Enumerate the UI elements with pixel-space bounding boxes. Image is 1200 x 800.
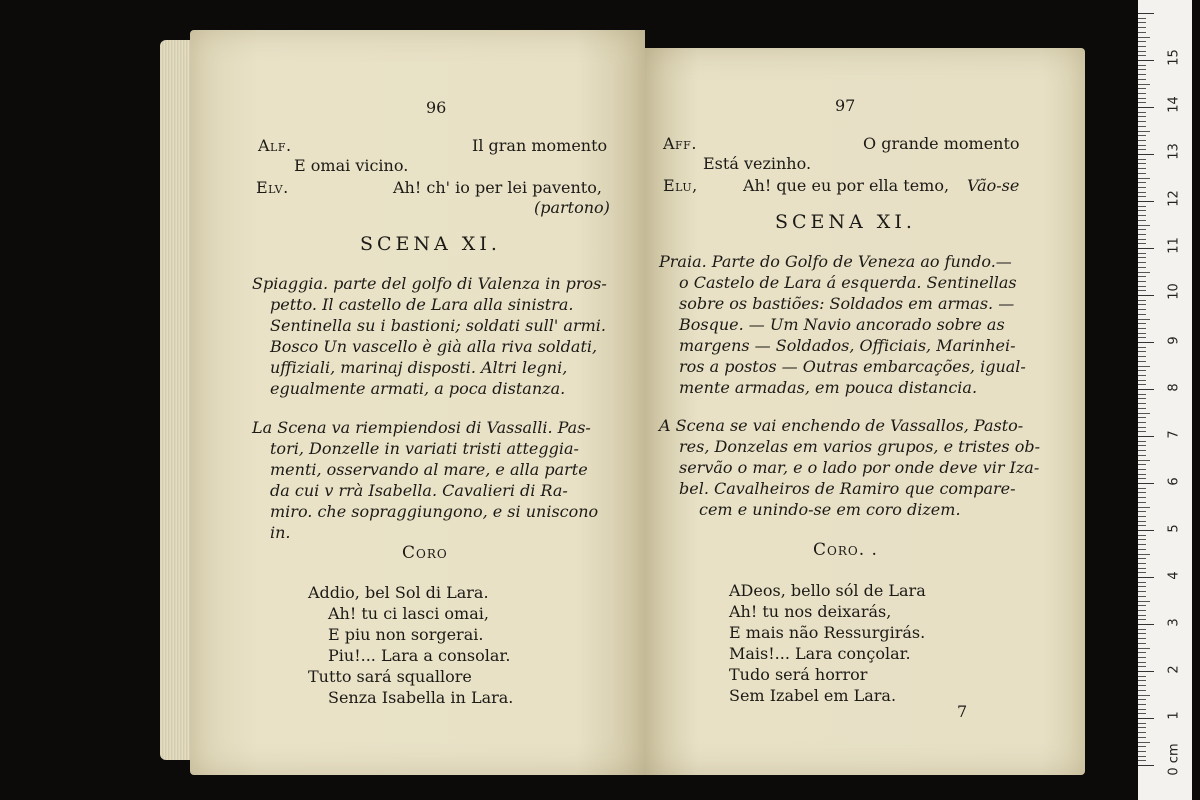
dialogue-line: O grande momento [863, 134, 1020, 153]
ruler-tick [1138, 643, 1146, 644]
ruler-tick [1138, 88, 1146, 89]
ruler-tick [1138, 727, 1146, 728]
ruler-tick [1138, 121, 1146, 122]
ruler-tick [1138, 243, 1146, 244]
ruler-tick [1138, 342, 1154, 343]
verse-line: Tudo será horror [729, 665, 868, 684]
verse-line: Piu!... Lara a consolar. [328, 646, 511, 665]
ruler-tick [1138, 389, 1154, 390]
ruler-tick [1138, 709, 1146, 710]
ruler-tick [1138, 361, 1146, 362]
ruler-tick [1138, 483, 1154, 484]
ruler-tick [1138, 445, 1146, 446]
ruler-tick [1138, 225, 1150, 226]
ruler-tick [1138, 601, 1150, 602]
ruler-tick [1138, 488, 1146, 489]
ruler-tick [1138, 272, 1150, 273]
ruler-tick [1138, 351, 1146, 352]
ruler-tick [1138, 629, 1146, 630]
ruler-tick [1138, 319, 1150, 320]
verse-line: Addio, bel Sol di Lara. [308, 583, 489, 602]
ruler-tick [1138, 229, 1146, 230]
ruler-tick [1138, 436, 1154, 437]
ruler-tick [1138, 732, 1146, 733]
verse-line: Tutto sará squallore [308, 667, 472, 686]
ruler-tick [1138, 398, 1146, 399]
ruler-tick [1138, 192, 1146, 193]
ruler-tick [1138, 380, 1146, 381]
ruler-tick [1138, 718, 1154, 719]
ruler-tick [1138, 638, 1146, 639]
ruler-tick [1138, 276, 1146, 277]
page-number: 97 [835, 96, 856, 115]
ruler-tick [1138, 107, 1154, 108]
ruler-number: 11 [1166, 237, 1182, 254]
ruler-tick [1138, 262, 1146, 263]
ruler-tick [1138, 615, 1146, 616]
stage-direction-line: da cui v rrà Isabella. Cavalieri di Ra- [270, 481, 568, 500]
ruler-tick [1138, 760, 1146, 761]
stage-direction-line: miro. che sopraggiungono, e si uniscono [270, 502, 599, 521]
ruler-tick [1138, 460, 1150, 461]
ruler-number: 9 [1166, 336, 1182, 345]
ruler-tick [1138, 112, 1146, 113]
ruler-tick [1138, 413, 1150, 414]
stage-direction-line: sobre os bastiões: Soldados em armas. — [679, 294, 1015, 313]
ruler-tick [1138, 492, 1146, 493]
stage-direction-line: menti, osservando al mare, e alla parte [270, 460, 588, 479]
dialogue-line: Ah! que eu por ella temo, [743, 176, 950, 195]
stage-direction-line: Praia. Parte do Golfo de Veneza ao fundo.— [659, 252, 1012, 271]
ruler-tick [1138, 356, 1146, 357]
ruler-tick [1138, 516, 1146, 517]
ruler-tick [1138, 568, 1146, 569]
dialogue-line: Il gran momento [472, 136, 608, 155]
ruler-tick [1138, 149, 1146, 150]
open-book [160, 30, 1085, 775]
left-page [190, 30, 645, 775]
ruler-tick [1138, 690, 1146, 691]
ruler-tick [1138, 765, 1154, 766]
stage-direction-line: ros a postos — Outras embarcações, igual- [679, 357, 1026, 376]
stage-direction-line: o Castelo de Lara á esquerda. Sentinellas [679, 273, 1017, 292]
ruler-tick [1138, 680, 1146, 681]
ruler-tick [1138, 41, 1146, 42]
ruler-tick [1138, 84, 1150, 85]
ruler-tick [1138, 685, 1146, 686]
ruler-tick [1138, 431, 1146, 432]
ruler-tick [1138, 464, 1146, 465]
ruler-tick [1138, 619, 1146, 620]
ruler-tick [1138, 648, 1150, 649]
ruler-tick [1138, 333, 1146, 334]
ruler-tick [1138, 507, 1150, 508]
verse-line: Senza Isabella in Lara. [328, 688, 514, 707]
dialogue-line: Ah! ch' io per lei pavento, [393, 178, 602, 197]
ruler-tick [1138, 116, 1146, 117]
stage-direction-line: res, Donzelas em varios grupos, e tristes ob- [679, 437, 1041, 456]
ruler-tick [1138, 215, 1146, 216]
ruler-tick [1138, 478, 1146, 479]
stage-direction-line: cem e unindo-se em coro dizem. [699, 500, 961, 519]
ruler-tick [1138, 22, 1146, 23]
ruler-number: 7 [1166, 430, 1182, 439]
ruler-tick [1138, 394, 1146, 395]
ruler-tick [1138, 497, 1146, 498]
ruler-tick [1138, 239, 1146, 240]
ruler-tick [1138, 577, 1154, 578]
ruler-tick [1138, 633, 1146, 634]
ruler-tick [1138, 196, 1146, 197]
ruler-tick [1138, 525, 1146, 526]
ruler-tick [1138, 474, 1146, 475]
scene-title: SCENA XI. [775, 211, 916, 233]
ruler-tick [1138, 65, 1146, 66]
scene-title: SCENA XI. [360, 233, 501, 255]
ruler-tick [1138, 469, 1146, 470]
verse-line: Ah! tu nos deixarás, [729, 602, 892, 621]
ruler-tick [1138, 18, 1146, 19]
signature-mark: 7 [957, 702, 968, 721]
speaker-label: Alf. [258, 136, 292, 155]
ruler-tick [1138, 427, 1146, 428]
ruler-tick [1138, 300, 1146, 301]
ruler-tick [1138, 563, 1146, 564]
stage-direction-line: Bosque. — Um Navio ancorado sobre as [679, 315, 1005, 334]
ruler-tick [1138, 662, 1146, 663]
ruler-tick [1138, 530, 1154, 531]
ruler-tick [1138, 441, 1146, 442]
ruler-tick [1138, 403, 1146, 404]
ruler-number: 1 [1166, 711, 1182, 720]
verse-line: ADeos, bello sól de Lara [729, 581, 926, 600]
ruler-number: 15 [1166, 49, 1182, 66]
ruler-number: 13 [1166, 143, 1182, 160]
ruler-tick [1138, 328, 1146, 329]
dialogue-line: Está vezinho. [703, 154, 812, 173]
speaker-label: Aff. [663, 134, 697, 153]
ruler-tick [1138, 206, 1146, 207]
ruler-tick [1138, 295, 1154, 296]
ruler-tick [1138, 126, 1146, 127]
ruler-tick [1138, 347, 1146, 348]
ruler-tick [1138, 37, 1150, 38]
ruler-tick [1138, 666, 1146, 667]
ruler-tick [1138, 79, 1146, 80]
ruler-tick [1138, 582, 1146, 583]
verse-line: Ah! tu ci lasci omai, [328, 604, 489, 623]
ruler-number: 12 [1166, 190, 1182, 207]
stage-direction-line: petto. Il castello de Lara alla sinistra. [270, 295, 574, 314]
ruler-tick [1138, 337, 1146, 338]
ruler-tick [1138, 323, 1146, 324]
ruler-tick [1138, 253, 1146, 254]
ruler-tick [1138, 210, 1146, 211]
ruler-tick [1138, 257, 1146, 258]
stage-direction-line: in. [270, 523, 291, 542]
ruler-tick [1138, 624, 1154, 625]
ruler-tick [1138, 713, 1146, 714]
stage-direction-line: servão o mar, e o lado por onde deve vir Iza- [679, 458, 1040, 477]
ruler-tick [1138, 140, 1146, 141]
ruler-tick [1138, 384, 1146, 385]
ruler-tick [1138, 544, 1146, 545]
stage-exit: (partono) [534, 198, 610, 217]
ruler-tick [1138, 554, 1150, 555]
ruler-tick [1138, 74, 1146, 75]
stage-direction-line: tori, Donzelle in variati tristi atteggia- [270, 439, 579, 458]
ruler-tick [1138, 98, 1146, 99]
ruler-tick [1138, 375, 1146, 376]
ruler-tick [1138, 417, 1146, 418]
ruler-tick [1138, 695, 1150, 696]
ruler-tick [1138, 173, 1146, 174]
ruler-tick [1138, 314, 1146, 315]
speaker-label: Elv. [256, 178, 289, 197]
ruler-tick [1138, 93, 1146, 94]
ruler-tick [1138, 69, 1146, 70]
ruler-tick [1138, 723, 1146, 724]
stage-direction-line: uffiziali, marinaj disposti. Altri legni, [270, 358, 568, 377]
ruler-number: 5 [1166, 524, 1182, 533]
ruler-tick [1138, 450, 1146, 451]
ruler-tick [1138, 159, 1146, 160]
ruler-tick [1138, 591, 1146, 592]
ruler-tick [1138, 163, 1146, 164]
stage-direction-line: margens — Soldados, Officiais, Marinhei- [679, 336, 1016, 355]
ruler-number: 8 [1166, 383, 1182, 392]
speaker-label: Elu, [663, 176, 698, 195]
ruler-tick [1138, 290, 1146, 291]
ruler-tick [1138, 756, 1146, 757]
ruler-tick [1138, 187, 1146, 188]
ruler-tick [1138, 657, 1146, 658]
verse-line: Sem Izabel em Lara. [729, 686, 897, 705]
ruler-tick [1138, 286, 1146, 287]
ruler-tick [1138, 304, 1146, 305]
ruler-tick [1138, 511, 1146, 512]
ruler-tick [1138, 737, 1146, 738]
ruler-tick [1138, 502, 1146, 503]
ruler-tick [1138, 699, 1146, 700]
chorus-heading: Coro. . [813, 540, 878, 560]
ruler-tick [1138, 671, 1154, 672]
ruler-tick [1138, 549, 1146, 550]
ruler-number: 6 [1166, 477, 1182, 486]
ruler-tick [1138, 168, 1146, 169]
ruler-tick [1138, 370, 1146, 371]
ruler-number: 2 [1166, 665, 1182, 674]
ruler-tick [1138, 652, 1146, 653]
ruler-tick [1138, 13, 1154, 14]
ruler-number: 3 [1166, 618, 1182, 627]
ruler-tick [1138, 586, 1146, 587]
ruler-tick [1138, 422, 1146, 423]
ruler-tick [1138, 248, 1154, 249]
stage-direction-line: Bosco Un vascello è già alla riva soldati, [270, 337, 598, 356]
ruler-tick [1138, 605, 1146, 606]
ruler-tick [1138, 102, 1146, 103]
ruler-tick [1138, 131, 1150, 132]
ruler-tick [1138, 751, 1146, 752]
ruler-tick [1138, 366, 1150, 367]
ruler-tick [1138, 521, 1146, 522]
ruler-tick [1138, 55, 1146, 56]
ruler-tick [1138, 676, 1146, 677]
ruler-tick [1138, 201, 1154, 202]
stage-direction-line: mente armadas, em pouca distancia. [679, 378, 978, 397]
stage-direction-line: egualmente armati, a poca distanza. [270, 379, 566, 398]
ruler-tick [1138, 60, 1154, 61]
ruler-tick [1138, 596, 1146, 597]
ruler-tick [1138, 746, 1146, 747]
ruler-tick [1138, 182, 1146, 183]
stage-direction-line: Sentinella su i bastioni; soldati sull' armi. [270, 316, 606, 335]
ruler-unit-label: 0 cm [1166, 743, 1182, 776]
verse-line: E mais não Ressurgirás. [729, 623, 926, 642]
ruler-tick [1138, 558, 1146, 559]
ruler-tick [1138, 455, 1146, 456]
ruler-tick [1138, 704, 1146, 705]
ruler-tick [1138, 32, 1146, 33]
ruler-tick [1138, 234, 1146, 235]
ruler-tick [1138, 309, 1146, 310]
ruler-tick [1138, 572, 1146, 573]
ruler-tick [1138, 220, 1146, 221]
chorus-heading: Coro [402, 543, 448, 563]
stage-exit: Vão-se [967, 176, 1020, 195]
verse-line: Mais!... Lara conçolar. [729, 644, 911, 663]
ruler-tick [1138, 145, 1146, 146]
ruler-tick [1138, 267, 1146, 268]
dialogue-line: E omai vicino. [294, 156, 409, 175]
right-page [645, 48, 1085, 775]
ruler-tick [1138, 535, 1146, 536]
ruler-tick [1138, 742, 1150, 743]
ruler-number: 14 [1166, 96, 1182, 113]
measurement-ruler [1138, 0, 1192, 800]
stage-direction-line: La Scena va riempiendosi di Vassalli. Pas- [252, 418, 591, 437]
page-number: 96 [426, 98, 447, 117]
ruler-number: 4 [1166, 571, 1182, 580]
ruler-tick [1138, 178, 1150, 179]
verse-line: E piu non sorgerai. [328, 625, 484, 644]
ruler-tick [1138, 539, 1146, 540]
ruler-tick [1138, 408, 1146, 409]
stage-direction-line: Spiaggia. parte del golfo di Valenza in pros- [252, 274, 607, 293]
ruler-tick [1138, 27, 1146, 28]
ruler-tick [1138, 154, 1154, 155]
ruler-number: 10 [1166, 283, 1182, 300]
ruler-tick [1138, 610, 1146, 611]
ruler-tick [1138, 46, 1146, 47]
stage-direction-line: bel. Cavalheiros de Ramiro que compare- [679, 479, 1016, 498]
ruler-tick [1138, 281, 1146, 282]
stage-direction-line: A Scena se vai enchendo de Vassallos, Pasto- [659, 416, 1024, 435]
ruler-tick [1138, 51, 1146, 52]
ruler-tick [1138, 135, 1146, 136]
